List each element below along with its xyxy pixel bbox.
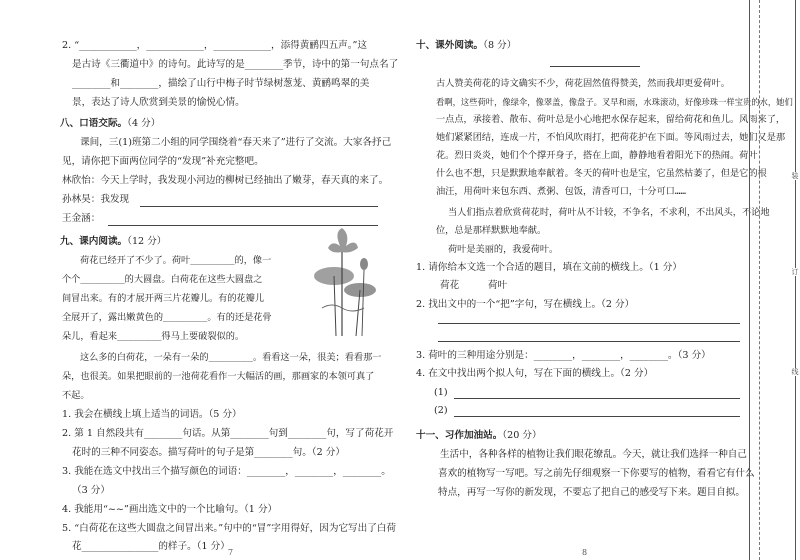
s9-question-2a: 2. 第 1 自然段共有________句话。从第________句到________句，写了荷花开 bbox=[62, 428, 394, 439]
s9-reading-2: 个个________的大圆盘。白荷花在这些大圆盘之 bbox=[62, 274, 263, 285]
binding-mark-3: 线 bbox=[791, 368, 799, 376]
binding-mark-2: 订 bbox=[791, 268, 799, 276]
title-answer-line[interactable] bbox=[550, 66, 640, 67]
s9-reading-7: 朵，也很美。如果把眼前的一池荷花看作一大幅活的画，那画家的本领可真了 bbox=[62, 371, 375, 382]
q2-line-4: 景，表达了诗人欣赏到美景的愉悦心情。 bbox=[72, 97, 245, 108]
personification-label-1: (1) bbox=[434, 387, 448, 398]
s10-para-3: 一点点，承接着、散布、荷叶总是小心地把水保存起来，留给荷花和鱼儿。风雨来了， bbox=[436, 114, 786, 125]
s10-para-4: 她们紧紧团结，连成一片，不怕风吹雨打，把荷花护在下面。等风雨过去，她们又是那 bbox=[436, 132, 786, 143]
s10-question-2: 2. 找出文中的一个“把”字句，写在横线上。（2 分） bbox=[416, 299, 635, 310]
s8-para-1: 课间，三(1)班第二小组的同学围绕着“春天来了”进行了交流。大家各抒己 bbox=[80, 137, 392, 148]
page-number-right: 8 bbox=[582, 548, 588, 557]
s10-question-3: 3. 荷叶的三种用途分别是：________，________，________。（3 分） bbox=[416, 350, 711, 361]
s10-para-1: 古人赞美荷花的诗文确实不少，荷花固然值得赞美，然而我却更爱荷叶。 bbox=[436, 78, 730, 89]
section10-score: （8 分） bbox=[483, 40, 517, 51]
section11-score: （20 分） bbox=[502, 430, 542, 441]
section10-title-text: 十、课外阅读。 bbox=[416, 40, 484, 51]
s8-answer-line-1[interactable] bbox=[140, 206, 378, 207]
ba-sentence-line-2[interactable] bbox=[438, 341, 740, 342]
section9-title bbox=[60, 236, 166, 248]
section11-title-text: 十一、习作加油站。 bbox=[416, 430, 503, 441]
right-page bbox=[400, 0, 793, 560]
section8-title bbox=[60, 118, 160, 130]
q2-line-2: 是古诗《三衢道中》的诗句。此诗写的是________季节，诗中的第一句点名了 bbox=[72, 59, 399, 70]
s9-reading-8: 不起。 bbox=[62, 390, 90, 401]
s10-para-8: 当人们指点着欣赏荷花时，荷叶从不计较，不争名，不求利，不出风头，不论地 bbox=[448, 207, 770, 218]
section8-score: （4 分） bbox=[127, 118, 161, 129]
section8-title-text: 八、口语交际。 bbox=[60, 118, 128, 129]
binding-mark-1: 装 bbox=[791, 172, 799, 180]
s9-question-4: 4. 我能用“~~”画出选文中的一个比喻句。（1 分） bbox=[62, 504, 278, 515]
s10-para-9: 位，总是那样默默地奉献。 bbox=[436, 225, 547, 236]
s10-question-4: 4. 在文中找出两个拟人句，写在下面的横线上。（2 分） bbox=[416, 368, 654, 379]
s8-answer-line-2[interactable] bbox=[108, 225, 378, 226]
personification-line-2[interactable] bbox=[454, 416, 740, 417]
s8-para-3: 林欣怡：今天上学时，我发现小河边的柳树已经抽出了嫩芽，春天真的来了。 bbox=[62, 175, 389, 186]
section9-title-text: 九、课内阅读。 bbox=[60, 236, 128, 247]
s9-question-3a: 3. 我能在选文中找出三个描写颜色的词语：________，________，________。 bbox=[62, 466, 391, 477]
personification-label-2: (2) bbox=[434, 405, 448, 416]
s11-para-3: 特点，再写一写你的新发现，不要忘了把自己的感受写下来。题目自拟。 bbox=[438, 487, 745, 498]
binding-line-dashed bbox=[759, 0, 760, 560]
s9-question-2b: 花时的三种不同姿态。描写荷叶的句子是第________句。（2 分） bbox=[72, 447, 345, 458]
lotus-illustration bbox=[312, 228, 378, 338]
s9-reading-6: 这么多的白荷花，一朵有一朵的________。看看这一朵，很美；看看那一 bbox=[80, 352, 382, 363]
page-number-left: 7 bbox=[228, 548, 234, 557]
s11-para-1: 生活中，各种各样的植物让我们眼花缭乱。今天，就让我们选择一种自己 bbox=[440, 449, 747, 460]
s10-para-5: 花。烈日炎炎，她们个个撑开身子，搭在上面，静静地看着阳光下的热闹。荷叶 bbox=[436, 150, 758, 161]
q2-line-3: ________和________，描绘了山行中梅子时节绿树葱茏、黄鹂鸣翠的美 bbox=[72, 78, 370, 89]
s9-reading-4: 全展开了，露出嫩黄色的________。有的还是花骨 bbox=[62, 312, 272, 323]
s10-para-10: 荷叶是美丽的，我爱荷叶。 bbox=[448, 244, 559, 255]
ba-sentence-line-1[interactable] bbox=[438, 323, 740, 324]
s9-reading-3: 间冒出来。有的才展开两三片花瓣儿。有的花瓣儿 bbox=[62, 293, 265, 304]
section11-title bbox=[416, 430, 542, 442]
s9-reading-5: 朵儿，看起来________得马上要破裂似的。 bbox=[62, 331, 245, 342]
s9-question-5a: 5. “白荷花在这些大圆盘之间冒出来。”句中的“冒”字用得好，因为它写出了白荷 bbox=[62, 523, 397, 534]
s8-para-5: 王金涵： bbox=[62, 213, 101, 224]
s8-para-4: 孙林昊：我发现 bbox=[62, 194, 130, 205]
section9-score: （12 分） bbox=[127, 236, 167, 247]
q2-line-1: 2. “____________，____________，____________，添得黄鹂四五声。”这 bbox=[62, 40, 368, 51]
s11-para-2: 喜欢的植物写一写吧。写之前先仔细观察一下你要写的植物，看看它有什么 bbox=[438, 468, 755, 479]
binding-line-outer bbox=[749, 0, 750, 560]
s9-question-5b: 花________________的样子。（1 分） bbox=[72, 541, 230, 552]
binding-strip bbox=[745, 0, 800, 560]
s10-question-1: 1. 请你给本文选一个合适的题目，填在文前的横线上。（1 分） bbox=[416, 262, 682, 273]
s9-reading-1: 荷花已经开了不少了。荷叶________的，像一 bbox=[80, 255, 272, 266]
s10-para-7: 油汪，用荷叶来包东西、煮粥、包饭，清香可口，十分可口…… bbox=[436, 186, 686, 197]
s9-question-1: 1. 我会在横线上填上适当的词语。（5 分） bbox=[62, 409, 242, 420]
binding-line-inner bbox=[795, 0, 796, 560]
s10-question-1-options: 荷花 荷叶 bbox=[440, 280, 508, 291]
s10-para-2: 看啊，这些荷叶，像绿伞，像翠盖，像盘子。叉早和雨，水珠滚动，好像珍珠一样宝贵的水，她们 bbox=[436, 97, 793, 107]
personification-line-1[interactable] bbox=[454, 398, 740, 399]
s9-question-3b: （3 分） bbox=[72, 485, 110, 496]
s8-para-2: 见，请你把下面两位同学的“发现”补充完整吧。 bbox=[62, 156, 264, 167]
section10-title bbox=[416, 40, 516, 52]
s10-para-6: 什么也不想，只是默默地奉献着。冬天的荷叶也是宝，它虽然枯萎了，但是它的根 bbox=[436, 168, 767, 179]
